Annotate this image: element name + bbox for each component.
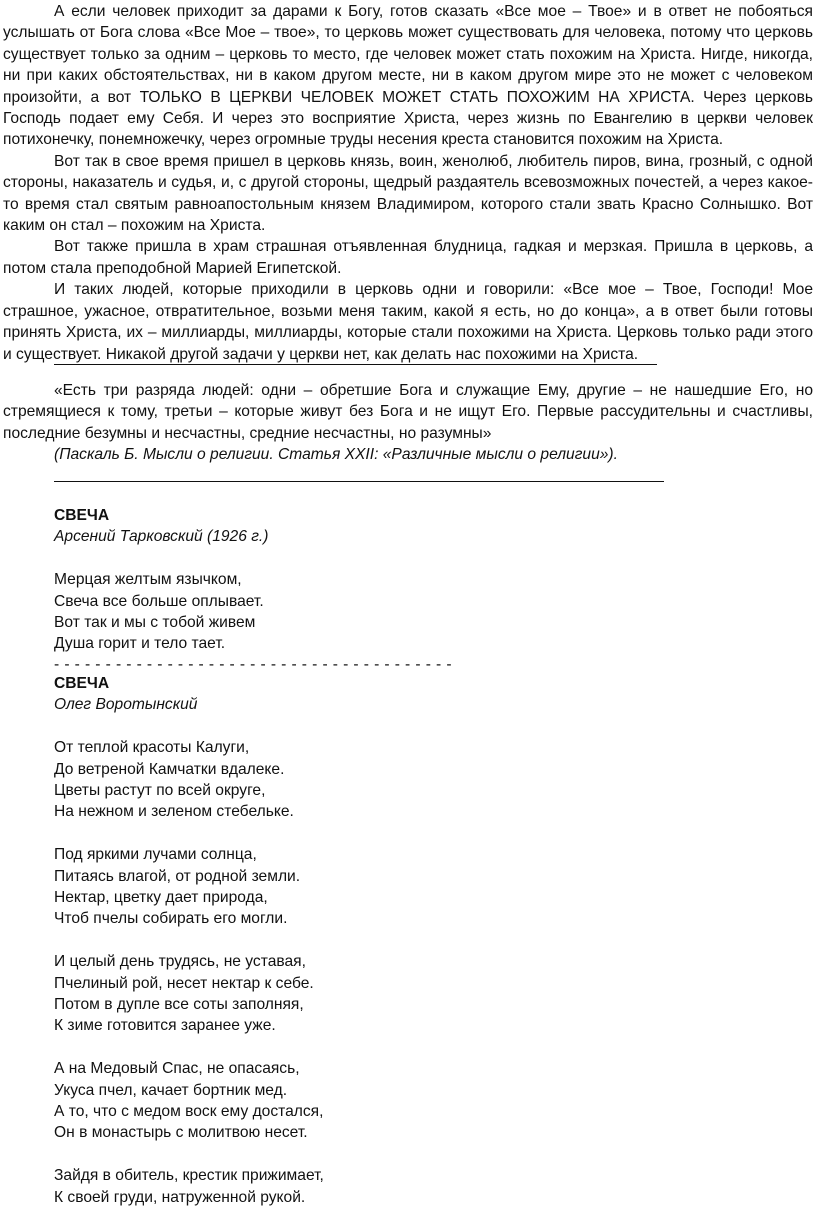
poem-line: К зиме готовится заранее уже.: [54, 1017, 276, 1035]
poem-line: Укуса пчел, качает бортник мед.: [54, 1081, 288, 1099]
poem-line: Чтоб пчелы собирать его могли.: [54, 910, 288, 928]
dashed-separator: - - - - - - - - - - - - - - - - - - - - - - - - - - - - - - - - - - - - - - -: [54, 656, 452, 673]
poem-line: А на Медовый Спас, не опасаясь,: [54, 1060, 300, 1078]
paragraph: Вот так в свое время пришел в церковь князь, воин, женолюб, любитель пиров, вина, грозный, с одной стороны, наказатель и судья, и, с другой стороны, щедрый раздаятель всевозможных почестей, а через какое-то время стал святым равноапостольным князем Владимиром, которого стали звать Красно Солнышко. Вот каким он стал – похожим на Христа.: [3, 152, 813, 235]
poem-line: До ветреной Камчатки вдалеке.: [54, 760, 285, 778]
poem-title: СВЕЧА: [54, 675, 110, 692]
poem-line: Он в монастырь с молитвою несет.: [54, 1124, 308, 1142]
poem-line: На нежном и зеленом стебельке.: [54, 803, 294, 821]
paragraph: А если человек приходит за дарами к Богу, готов сказать «Все мое – Твое» и в ответ не побояться услышать от Бога слова «Все Мое – твое», то церковь может существовать для человека, потому что церковь существует только за одним – церковь то место, где человек может стать похожим на Христа. Нигде, никогда, ни при каких обстоятельствах, ни в каком другом месте, ни в каком другом мире это не может с человеком произойти, а вот ТОЛЬКО В ЦЕРКВИ ЧЕЛОВЕК МОЖЕТ СТАТЬ ПОХОЖИМ НА ХРИСТА. Через церковь Господь подает ему Себя. И через это восприятие Христа, через жизнь по Евангелию в церкви человек потихонечку, понемножечку, через огромные труды несения креста становится похожим на Христа.: [3, 3, 813, 149]
quote-source: (Паскаль Б. Мысли о религии. Статья XXII: «Различные мысли о религии»).: [54, 446, 618, 464]
quote-text: «Есть три разряда людей: одни – обретшие Бога и служащие Ему, другие – не нашедшие Его, но стремящиеся к тому, третьи – которые живут без Бога и не ищут Его. Первые рассудительны и счастливы, последние безумны и несчастны, средние несчастны, но разумны»: [3, 382, 813, 442]
poem-line: А то, что с медом воск ему достался,: [54, 1103, 324, 1121]
quote-block: [3, 380, 813, 466]
poem-line: Цветы растут по всей округе,: [54, 782, 266, 800]
poem-line: Душа горит и тело тает.: [54, 635, 226, 653]
paragraph: И таких людей, которые приходили в церковь одни и говорили: «Все мое – Твое, Господи! Мое страшное, ужасное, отвратительное, возьми меня таким, какой я есть, но до конца», а в ответ были готовы принять Христа, их – миллиарды, миллиарды, которые стали похожими на Христа. Церковь только ради этого и существует. Никакой другой задачи у церкви нет, как делать нас похожими на Христа.: [3, 281, 813, 363]
poem-line: К своей груди, натруженной рукой.: [54, 1188, 306, 1206]
poem-title: СВЕЧА: [54, 507, 110, 524]
poem-line: От теплой красоты Калуги,: [54, 739, 250, 757]
poem-vorotynsky: [54, 673, 754, 1208]
poem-line: Свеча все больше оплывает.: [54, 592, 264, 610]
poem-line: Вот так и мы с тобой живем: [54, 614, 256, 632]
poem-author: Арсений Тарковский (1926 г.): [54, 528, 269, 546]
poem-line: Нектар, цветку дает природа,: [54, 889, 268, 907]
prose-section: [3, 1, 813, 365]
poem-line: Мерцая желтым язычком,: [54, 571, 242, 589]
divider-line: [54, 364, 657, 365]
poem-author: Олег Воротынский: [54, 696, 198, 714]
paragraph: Вот также пришла в храм страшная отъявленная блудница, гадкая и мерзкая. Пришла в церковь, а потом стала преподобной Марией Египетской.: [3, 238, 813, 277]
poem-line: Под яркими лучами солнца,: [54, 846, 257, 864]
poem-line: И целый день трудясь, не уставая,: [54, 953, 306, 971]
divider-line: [54, 481, 664, 482]
poem-line: Потом в дупле все соты заполняя,: [54, 996, 304, 1014]
poem-line: Зайдя в обитель, крестик прижимает,: [54, 1167, 324, 1185]
poem-line: Питаясь влагой, от родной земли.: [54, 867, 301, 885]
poem-tarkovsky: [54, 505, 754, 655]
poem-line: Пчелиный рой, несет нектар к себе.: [54, 974, 314, 992]
